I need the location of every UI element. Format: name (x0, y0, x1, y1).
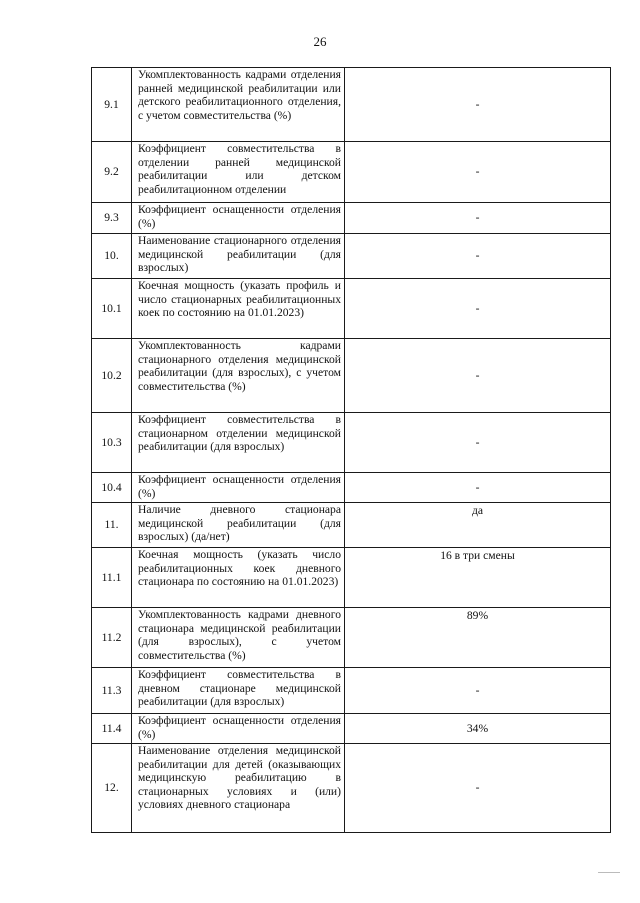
row-indicator-name: Укомплектованность кадрами стационарного отделения медицинской реабилитации (для взрослых), с учетом совместительства (%) (132, 339, 345, 413)
indicators-table (91, 67, 611, 833)
row-number: 10.3 (92, 413, 132, 473)
table-row (92, 668, 611, 714)
row-value: - (345, 68, 611, 142)
row-value: - (345, 473, 611, 503)
row-indicator-name: Наличие дневного стационара медицинской реабилитации (для взрослых) (да/нет) (132, 503, 345, 548)
row-indicator-name: Коэффициент оснащенности отделения (%) (132, 203, 345, 234)
row-indicator-name: Коэффициент оснащенности отделения (%) (132, 473, 345, 503)
table-row (92, 744, 611, 833)
table-row (92, 68, 611, 142)
table-row (92, 234, 611, 279)
table-row (92, 279, 611, 339)
row-indicator-name: Коэффициент совместительства в отделении ранней медицинской реабилитации или детском реабилитационном отделении (132, 142, 345, 203)
row-number: 9.2 (92, 142, 132, 203)
row-number: 12. (92, 744, 132, 833)
table-row (92, 339, 611, 413)
row-number: 10.2 (92, 339, 132, 413)
row-value: 16 в три смены (345, 548, 611, 608)
row-indicator-name: Укомплектованность кадрами дневного стационара медицинской реабилитации (для взрослых), с учетом совместительства (%) (132, 608, 345, 668)
row-number: 9.3 (92, 203, 132, 234)
row-value: - (345, 279, 611, 339)
scan-artifact (598, 872, 620, 873)
row-number: 11.1 (92, 548, 132, 608)
row-indicator-name: Коэффициент совместительства в стационарном отделении медицинской реабилитации (для взрослых) (132, 413, 345, 473)
table-row (92, 413, 611, 473)
row-value: 89% (345, 608, 611, 668)
row-value: - (345, 744, 611, 833)
table-row (92, 714, 611, 744)
row-number: 11.2 (92, 608, 132, 668)
row-value: 34% (345, 714, 611, 744)
row-indicator-name: Коечная мощность (указать число реабилитационных коек дневного стационара по состоянию на 01.01.2023) (132, 548, 345, 608)
row-number: 11.4 (92, 714, 132, 744)
row-indicator-name: Коечная мощность (указать профиль и число стационарных реабилитационных коек по состоянию на 01.01.2023) (132, 279, 345, 339)
row-value: - (345, 234, 611, 279)
row-indicator-name: Наименование стационарного отделения медицинской реабилитации (для взрослых) (132, 234, 345, 279)
table-row (92, 203, 611, 234)
row-number: 11.3 (92, 668, 132, 714)
page-number: 26 (313, 34, 327, 49)
row-number: 9.1 (92, 68, 132, 142)
table-row (92, 473, 611, 503)
row-number: 10.4 (92, 473, 132, 503)
row-indicator-name: Коэффициент оснащенности отделения (%) (132, 714, 345, 744)
row-value: - (345, 668, 611, 714)
row-number: 10.1 (92, 279, 132, 339)
row-value: - (345, 413, 611, 473)
row-value: - (345, 339, 611, 413)
table-row (92, 608, 611, 668)
table-row (92, 503, 611, 548)
row-number: 10. (92, 234, 132, 279)
row-value: да (345, 503, 611, 548)
row-indicator-name: Укомплектованность кадрами отделения ранней медицинской реабилитации или детского реабилитационного отделения, с учетом совместительства (%) (132, 68, 345, 142)
row-indicator-name: Коэффициент совместительства в дневном стационаре медицинской реабилитации (для взрослых) (132, 668, 345, 714)
table-row (92, 548, 611, 608)
row-value: - (345, 203, 611, 234)
row-value: - (345, 142, 611, 203)
row-indicator-name: Наименование отделения медицинской реабилитации для детей (оказывающих медицинскую реабилитацию в стационарных условиях и (или) условиях дневного стационара (132, 744, 345, 833)
row-number: 11. (92, 503, 132, 548)
table-row (92, 142, 611, 203)
